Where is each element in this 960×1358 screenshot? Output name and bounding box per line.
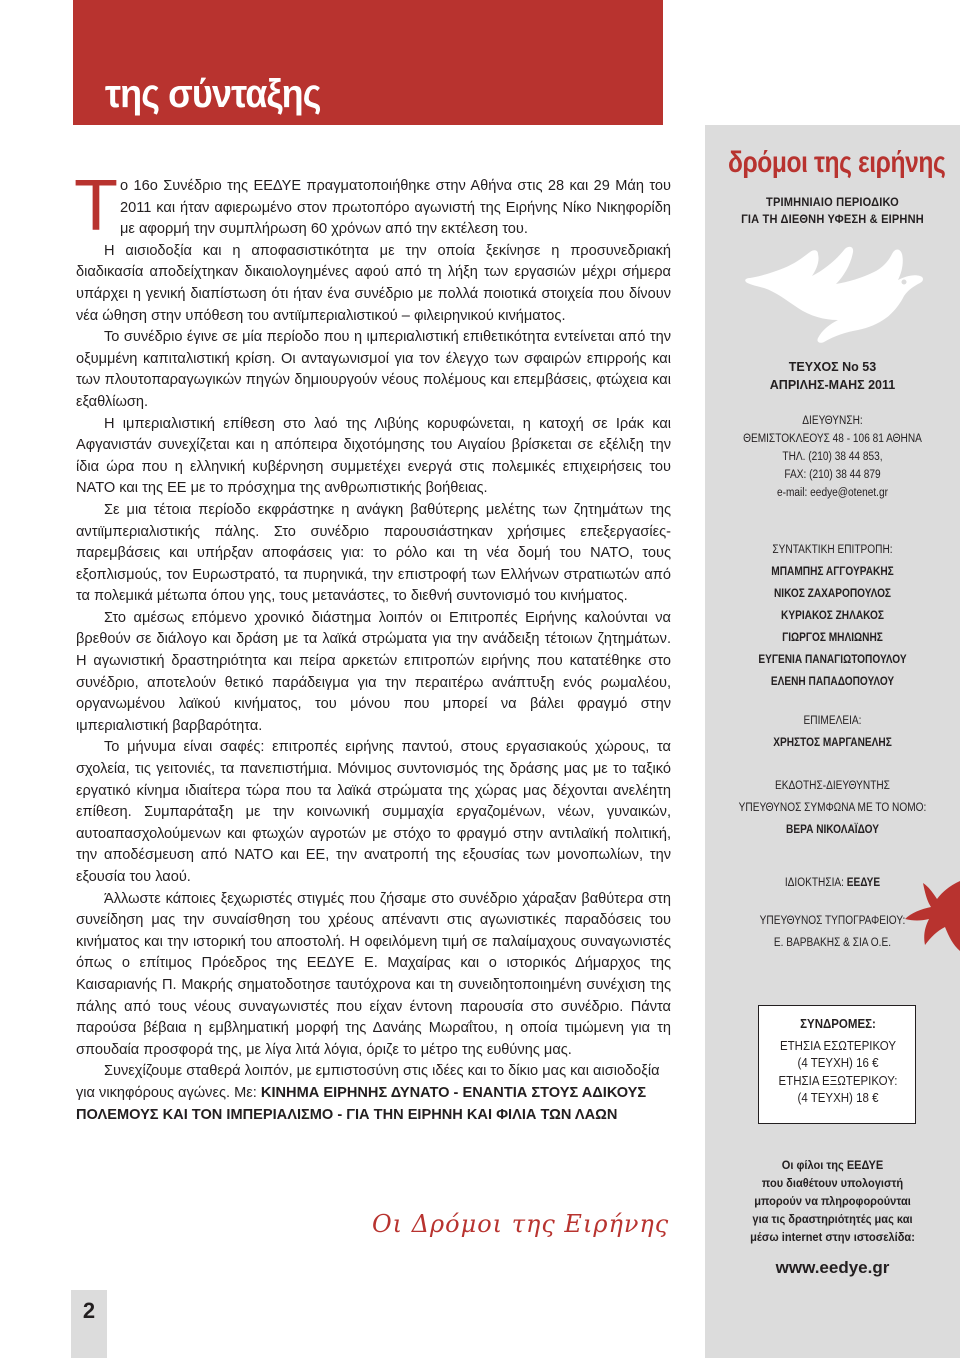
- article-paragraph: Στο αμέσως επόμενο χρονικό διάστημα λοιπόν οι Επιτροπές Ειρήνης καλούνται να βρεθούν σε διάλογο και δράση με τα λαϊκά στρώματα για την ανάδειξη τέτοιων ζητημάτων. Η αγωνιστική δραστηριότητα και πείρα αρκετών επιτροπών ειρήνης που κατατέθηκε στο συνέδριο, αποτελούν θετικό παράδειγμα για την περαιτέρω ανάπτυξη ενός ρωμαλέου, οργανωμένου λαϊκού κινήματος, του μόνου που μπορεί να βάλει φραγμό στην ιμπεριαλιστική βαρβαρότητα.: [76, 609, 671, 734]
- address: ΘΕΜΙΣΤΟΚΛΕΟΥΣ 48 - 106 81 ΑΘΗΝΑ: [743, 433, 922, 445]
- article-paragraph: Άλλωστε κάποιες ξεχωριστές στιγμές που ζήσαμε στο συνέδριο χάραξαν βαθύτερα στη συνείδηση μας την συναίσθηση του χρέους απέναντι στις αγωνιστικές παραδόσεις του κινήματος και την ιστορική του αποστολή. Η οφειλόμενη τιμή σε παλαίμαχους συναγωνιστές όπως ο επίτιμος Πρόεδρος της ΕΕΔΥΕ Ε. Μαχαίρας και ο ιστορικός Δήμαρχος της Καισαριανής Π. Μακρής σηματοδοτησε ταυτόχρονα και τη συνειδητοποιημένη συνέχιση της πάλης από τους νέους συναγωνιστές που είχαν έντονη παρουσία στο συνέδριο. Πάντα παρούσα βέβαια η εμβληματική μορφή της Δανάης Μωραΐτου, η οποία τιμώμενη για τη σπουδαία προσφορά της, με λίγα λιτά λόγια, όριζε το μέτρο της ευθύνης μας.: [76, 890, 671, 1058]
- magazine-title: δρόμοι της ειρήνης: [727, 146, 946, 179]
- editorial-article: [74, 166, 671, 1126]
- fax: FAX: (210) 38 44 879: [784, 469, 881, 481]
- publisher-block: [720, 775, 944, 841]
- closing-text: Συνεχίζουμε σταθερά λοιπόν, με εμπιστοσύνη στις ιδέες και το δίκιο μας και αισιοδοξία για νικηφόρους αγώνες. Με:: [76, 1063, 660, 1101]
- email: e-mail: eedye@otenet.gr: [777, 487, 888, 499]
- article-paragraph: Το συνέδριο έγινε σε μία περίοδο που η ιμπεριαλιστική επιθετικότητα εντείνεται από την οξυμμένη καπιταλιστική κρίση. Οι ανταγωνισμοί για τον έλεγχο των σφαιρών επιρροής και των πλουτοπαραγωγικών πηγών δημιουργούν νέους πολέμους και επεμβάσεις, φτώχεια και εξαθλίωση.: [76, 329, 671, 410]
- page-number: 2: [82, 1298, 96, 1323]
- subscription-domestic: ΕΤΗΣΙΑ ΕΣΩΤΕΡΙΚΟΥ: [779, 1038, 897, 1053]
- friends-notice: [715, 1156, 950, 1246]
- article-paragraph: Η ιμπεριαλιστική επίθεση στο λαό της Λιβύης κορυφώνεται, η κατοχή σε Ιράκ και Αφγανιστάν συνεχίζεται και η απόπειρα διχοτόμησης του Αιγαίου βρίσκεται σε εξέλιξη την ίδια ώρα που η ελληνική κυβέρνηση συμμετέχει ενεργά στις πολεμικές επιχειρήσεις του ΝΑΤΟ και της ΕΕ με το πρόσχημα της ανθρωπιστικής βοήθειας.: [76, 415, 671, 497]
- publisher-name: ΒΕΡΑ ΝΙΚΟΛΑΪΔΟΥ: [786, 824, 879, 836]
- issue-number: ΤΕΥΧΟΣ Νο 53: [788, 360, 877, 374]
- article-paragraph: ο 16ο Συνέδριο της ΕΕΔΥΕ πραγματοποιήθηκε στην Αθήνα στις 28 και 29 Μάη του 2011 και ήταν αφιερωμένο στον πρωτοπόρο αγωνιστή της Ειρήνης Νίκο Νικηφορίδη με αφορμή την συμπλήρωση 60 χρόνων από την εκτέλεση του.: [119, 178, 671, 238]
- friends-line: για τις δραστηριότητές μας και: [752, 1212, 913, 1226]
- owner-label: ΙΔΙΟΚΤΗΣΙΑ:: [784, 877, 847, 889]
- drop-cap: Τ: [74, 166, 118, 246]
- committee-member: ΚΥΡΙΑΚΟΣ ΖΗΛΑΚΟΣ: [781, 610, 884, 622]
- committee-member: ΜΠΑΜΠΗΣ ΑΓΓΟΥΡΑΚΗΣ: [771, 566, 894, 578]
- signature: Οι Δρόμοι της Ειρήνης: [372, 1210, 670, 1238]
- committee-member: ΝΙΚΟΣ ΖΑΧΑΡΟΠΟΥΛΟΣ: [773, 588, 892, 600]
- subscription-foreign: ΕΤΗΣΙΑ ΕΞΩΤΕΡΙΚΟΥ:: [778, 1073, 898, 1088]
- editing-name: ΧΡΗΣΤΟΣ ΜΑΡΓΑΝΕΛΗΣ: [773, 737, 892, 749]
- publisher-label: ΕΚΔΟΤΗΣ-ΔΙΕΥΘΥΝΤΗΣ: [775, 780, 890, 792]
- website-link[interactable]: www.eedye.gr: [775, 1258, 890, 1277]
- white-dove-icon: [738, 232, 938, 352]
- address-block: [720, 412, 944, 502]
- committee-member: ΕΥΓΕΝΙΑ ΠΑΝΑΓΙΩΤΟΠΟΥΛΟΥ: [758, 654, 907, 666]
- issue-info: [705, 358, 960, 394]
- article-closing-paragraph: [76, 1061, 671, 1126]
- editorial-committee: [720, 539, 944, 693]
- section-title: της σύνταξης: [105, 72, 321, 116]
- friends-line: που διαθέτουν υπολογιστή: [761, 1176, 904, 1190]
- typesetting-label: ΥΠΕΥΘΥΝΟΣ ΤΥΠΟΓΡΑΦΕΙΟΥ:: [759, 915, 906, 927]
- friends-line: Οι φίλοι της ΕΕΔΥΕ: [781, 1158, 884, 1172]
- address-label: ΔΙΕΥΘΥΝΣΗ:: [802, 415, 863, 427]
- issue-date: ΑΠΡΙΛΗΣ-ΜΑΗΣ 2011: [769, 378, 896, 392]
- magazine-subtitle: [715, 194, 950, 228]
- editing-label: ΕΠΙΜΕΛΕΙΑ:: [803, 715, 862, 727]
- subscription-foreign-price: (4 ΤΕΥΧΗ) 18 €: [797, 1091, 879, 1105]
- committee-member: ΕΛΕΝΗ ΠΑΠΑΔΟΠΟΥΛΟΥ: [770, 676, 895, 688]
- friends-line: μέσω internet στην ιστοσελίδα:: [750, 1230, 915, 1244]
- subscription-domestic-price: (4 ΤΕΥΧΗ) 16 €: [797, 1056, 879, 1070]
- article-paragraph: Το μήνυμα είναι σαφές: επιτροπές ειρήνης παντού, στους εργασιακούς χώρους, τα σχολεία, τις γειτονιές, τα πανεπιστήμια. Μόνιμος συντονισμός της δράσης μας με το ταξικό εργατικό κίνημα ιδιαίτερα τώρα που τα λαϊκά στρώματα της χώρας μας δέχονται ανελέητη επίθεση. Συμπαράταξη με την κοινωνική συμμαχία εργαζομένων, νέων, γυναικών, αυτοαπασχολούμενων και φτωχών αγροτών με στόχο το φραγμό στην αντιλαϊκή πολιτική, την αποδέσμευση από ΝΑΤΟ και ΕΕ, την ανατροπή της εξουσίας των μονοπωλίων, την εξουσία του λαού.: [76, 739, 671, 885]
- owner-name: ΕΕΔΥΕ: [846, 877, 881, 889]
- subscriptions-box: [758, 1005, 916, 1124]
- publisher-law: ΥΠΕΥΘΥΝΟΣ ΣΥΜΦΩΝΑ ΜΕ ΤΟ ΝΟΜΟ:: [738, 802, 927, 814]
- subtitle-line: ΤΡΙΜΗΝΙΑΙΟ ΠΕΡΙΟΔΙΚΟ: [766, 195, 899, 209]
- closing-slogan: ΚΙΝΗΜΑ ΕΙΡΗΝΗΣ ΔΥΝΑΤΟ - ΕΝΑΝΤΙΑ ΣΤΟΥΣ ΑΔΙΚΟΥΣ ΠΟΛΕΜΟΥΣ ΚΑΙ ΤΟΝ ΙΜΠΕΡΙΑΛΙΣΜΟ - ΓΙΑ ΤΗΝ ΕΙΡΗΝΗ ΚΑΙ ΦΙΛΙΑ ΤΩΝ ΛΑΩΝ: [76, 1084, 647, 1123]
- subscriptions-content: [765, 1016, 910, 1108]
- friends-line: μπορούν να πληροφορούνται: [754, 1194, 911, 1208]
- phone: ΤΗΛ. (210) 38 44 853,: [782, 451, 883, 463]
- typesetting-name: Ε. ΒΑΡΒΑΚΗΣ & ΣΙΑ Ο.Ε.: [773, 937, 892, 949]
- article-paragraph: Η αισιοδοξία και η αποφασιστικότητα με την οποία ξεκίνησε η προσυνεδριακή διαδικασία αποδείχτηκαν δικαιολογημένες αφού από τη λήξη των εργασιών μέχρι σήμερα υπάρχει η γενική διαπίστωση ότι ήταν ένα συνέδριο με πολλά ποιοτικά στοιχεία που δίνουν νέα ώθηση στην υπόθεση του αντιϊμπεριαλιστικού – φιλειρηνικού κινήματος.: [76, 242, 671, 324]
- subtitle-line: ΓΙΑ ΤΗ ΔΙΕΘΝΗ ΥΦΕΣΗ & ΕΙΡΗΝΗ: [741, 212, 924, 226]
- committee-label: ΣΥΝΤΑΚΤΙΚΗ ΕΠΙΤΡΟΠΗ:: [772, 544, 893, 556]
- red-dove-icon: [895, 875, 960, 955]
- article-paragraph: Σε μια τέτοια περίοδο εκφράστηκε η ανάγκη βαθύτερης μελέτης των ζητημάτων της αντιϊμπεριαλιστικής πάλης. Στο συνέδριο παρουσιάστηκαν χρήσιμες επεξεργασίες-παρεμβάσεις και υπήρξαν αποφάσεις για: το ρόλο και τη νέα δομή του ΝΑΤΟ, τους εξοπλισμούς, τον Ευρωστρατό, τα πυρηνικά, την επιστροφή των Ελλήνων στρατιωτών από τα πολεμικά μέτωπα όπου γης, τους μετανάστες, το διεθνή συντονισμό του κινήματος.: [76, 501, 671, 605]
- subscriptions-title: ΣΥΝΔΡΟΜΕΣ:: [800, 1017, 876, 1031]
- committee-member: ΓΙΩΡΓΟΣ ΜΗΛΙΩΝΗΣ: [782, 632, 883, 644]
- editing-block: [720, 710, 944, 754]
